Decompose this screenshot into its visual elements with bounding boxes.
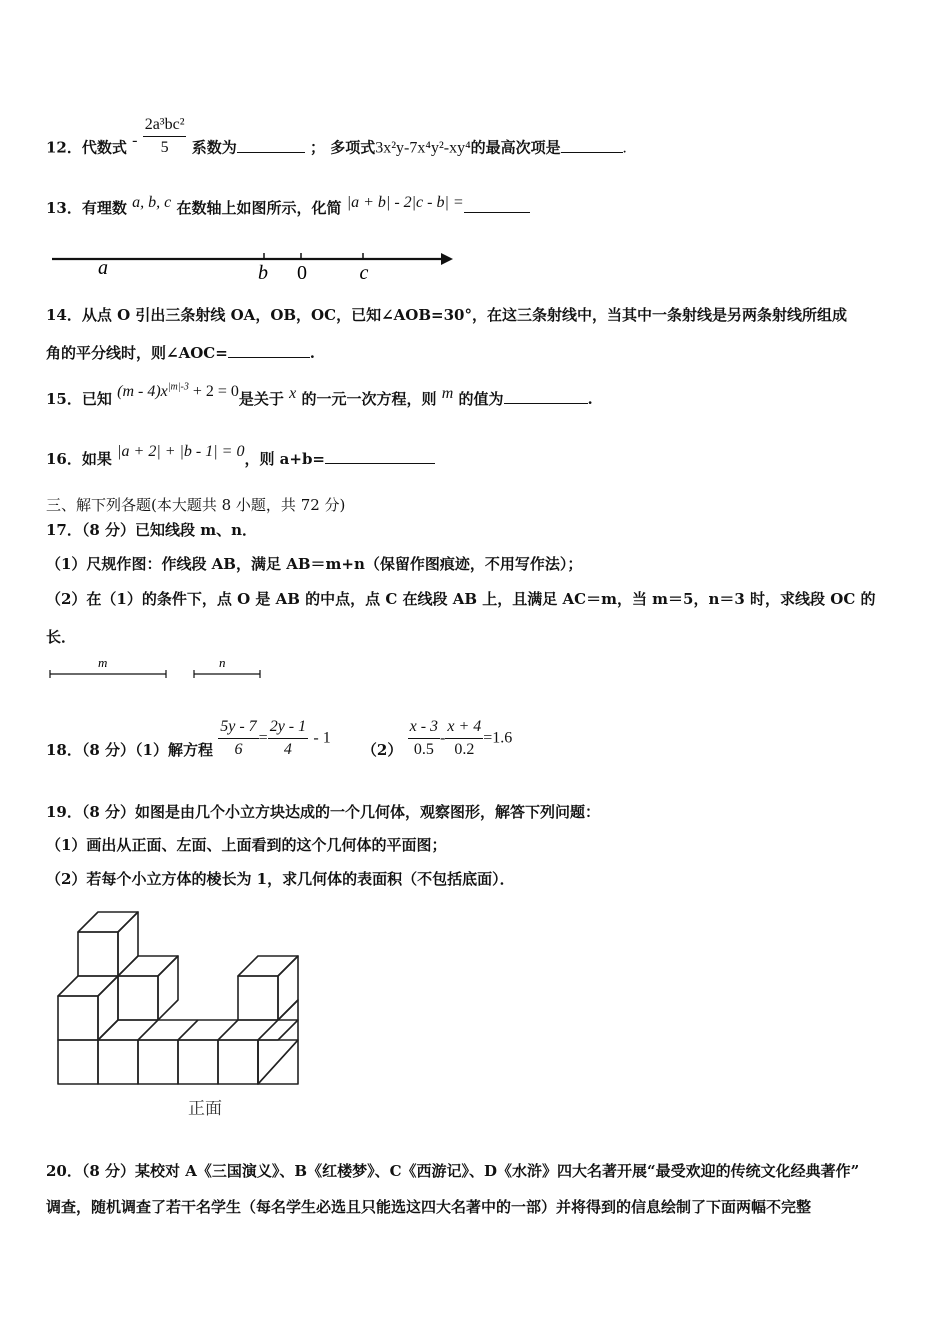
section-3-title: 三、解下列各题(本大题共 8 小题，共 72 分): [46, 496, 346, 514]
q14-line1: 从点 O 引出三条射线 OA，OB，OC，已知∠AOB=30°，在这三条射线中，当其中一条射线是另两条射线所组成: [81, 306, 847, 324]
q12-minus: -: [132, 131, 138, 149]
q15-expr-exp: |m|-3: [167, 381, 189, 393]
q18-tail-2: =1.6: [483, 729, 513, 747]
q13-blank: [464, 211, 530, 213]
segments-m-n: [46, 652, 276, 684]
q20-line-1: 20．（8 分）某校对 A《三国演义》、B《红楼梦》、C《西游记》、D《水浒》四大名著开展“最受欢迎的传统文化经典著作”: [46, 1162, 860, 1180]
q13-vars: a, b, c: [132, 194, 172, 211]
number-line: [48, 246, 458, 284]
q12-number: 12．: [46, 138, 82, 157]
question-13: [46, 194, 530, 218]
q13-prefix: 有理数: [81, 199, 127, 217]
question-15: [46, 381, 593, 409]
q19-part-1: （1）画出从正面、左面、上面看到的这个几何体的平面图；: [46, 836, 447, 854]
axis-label-0: 0: [297, 262, 307, 284]
q15-mid2: 的一元一次方程，则: [301, 390, 437, 408]
q12-prefix: 代数式: [81, 138, 127, 157]
q18-frac-4-num: x + 4: [445, 716, 483, 739]
q15-var-m: m: [441, 385, 454, 402]
q15-blank: [504, 402, 588, 404]
q13-mid: 在数轴上如图所示，化简: [176, 199, 342, 217]
axis-label-c: c: [359, 262, 369, 284]
q16-blank: [325, 462, 435, 464]
q12-fraction: [143, 114, 187, 159]
q12-blank-2: [561, 151, 623, 153]
segment-n-label: n: [219, 655, 226, 670]
q18-frac-2-num: 2y - 1: [268, 716, 308, 739]
q18-frac-3: [408, 716, 440, 761]
q15-var-x: x: [289, 385, 297, 402]
cube-figure: [50, 902, 330, 1124]
q18-frac-1-num: 5y - 7: [218, 716, 258, 739]
q17-title: 17．（8 分）已知线段 m、n．: [46, 521, 258, 539]
q17-part-1: （1）尺规作图：作线段 AB，满足 AB＝m+n（保留作图痕迹，不用写作法）；: [46, 555, 583, 573]
q18-eq: =: [258, 729, 268, 747]
q18-frac-4-den: 0.2: [454, 741, 475, 758]
q18-frac-1-den: 6: [234, 741, 243, 758]
axis-label-b: b: [258, 262, 268, 284]
question-14-line-1: [46, 304, 847, 325]
q15-suffix: 的值为: [458, 390, 504, 408]
q18-minus: -: [440, 729, 446, 747]
q18-frac-3-den: 0.5: [413, 741, 434, 758]
q18-frac-2-den: 4: [283, 741, 292, 758]
q16-number: 16．: [46, 450, 82, 468]
question-14-line-2: [46, 342, 315, 363]
q12-poly: 3x²y-7x⁴y²-xy⁴: [375, 139, 471, 157]
q16-suffix: ，则 a+b=: [244, 450, 326, 468]
q12-mid: 系数为: [191, 138, 237, 157]
q12-blank-1: [237, 151, 305, 153]
axis-label-a: a: [98, 257, 108, 279]
q12-frac-num: 2a³bc²: [143, 114, 187, 137]
q15-end: .: [587, 390, 593, 408]
q18-frac-2: [268, 716, 308, 761]
q20-line-2: 调查，随机调查了若干名学生（每名学生必选且只能选这四大名著中的一部）并将得到的信息绘制了下面两幅不完整: [46, 1198, 812, 1216]
cube-caption: 正面: [188, 1099, 222, 1119]
q14-blank: [228, 356, 310, 358]
q13-expr: |a + b| - 2|c - b| =: [346, 194, 464, 211]
q16-prefix: 如果: [81, 450, 112, 468]
q14-end: .: [309, 344, 316, 362]
q17-part-2b: 长．: [46, 628, 77, 646]
q18-frac-4: [445, 716, 483, 761]
question-18: [46, 716, 512, 761]
q15-mid: 是关于: [238, 390, 284, 408]
q12-period: .: [622, 139, 627, 157]
q12-poly-label: 多项式: [330, 138, 376, 157]
segment-m-label: m: [98, 655, 108, 670]
q18-frac-1: [218, 716, 258, 761]
q15-expr: [117, 383, 239, 400]
q18-frac-3-num: x - 3: [408, 716, 440, 739]
q13-number: 13．: [46, 199, 82, 217]
q12-sep: ；: [309, 138, 325, 157]
q16-expr: |a + 2| + |b - 1| = 0: [117, 443, 245, 460]
q15-number: 15．: [46, 390, 82, 408]
q14-line2: 角的平分线时，则∠AOC=: [46, 344, 228, 362]
q14-number: 14．: [46, 306, 82, 324]
q15-expr-tail: + 2 = 0: [188, 383, 239, 400]
q15-prefix: 已知: [81, 390, 112, 408]
q17-part-2: （2）在（1）的条件下，点 O 是 AB 的中点，点 C 在线段 AB 上，且满足 AC＝m，当 m＝5，n＝3 时，求线段 OC 的: [46, 590, 876, 608]
question-16: [46, 443, 435, 469]
q18-part-2: （2）: [361, 740, 403, 759]
q19-title: 19．（8 分）如图是由几个小立方块达成的一个几何体，观察图形，解答下列问题：: [46, 803, 601, 821]
q18-tail-1: - 1: [313, 729, 331, 747]
q19-part-2: （2）若每个小立方体的棱长为 1，求几何体的表面积（不包括底面）．: [46, 870, 515, 888]
number-line-arrow: [441, 253, 453, 265]
q12-frac-den: 5: [160, 139, 169, 156]
q12-suffix: 的最高次项是: [470, 138, 561, 157]
q18-number: 18．（8 分）（1）解方程: [46, 740, 213, 759]
q15-expr-base: (m - 4)x: [117, 383, 168, 400]
question-12: [46, 116, 627, 171]
